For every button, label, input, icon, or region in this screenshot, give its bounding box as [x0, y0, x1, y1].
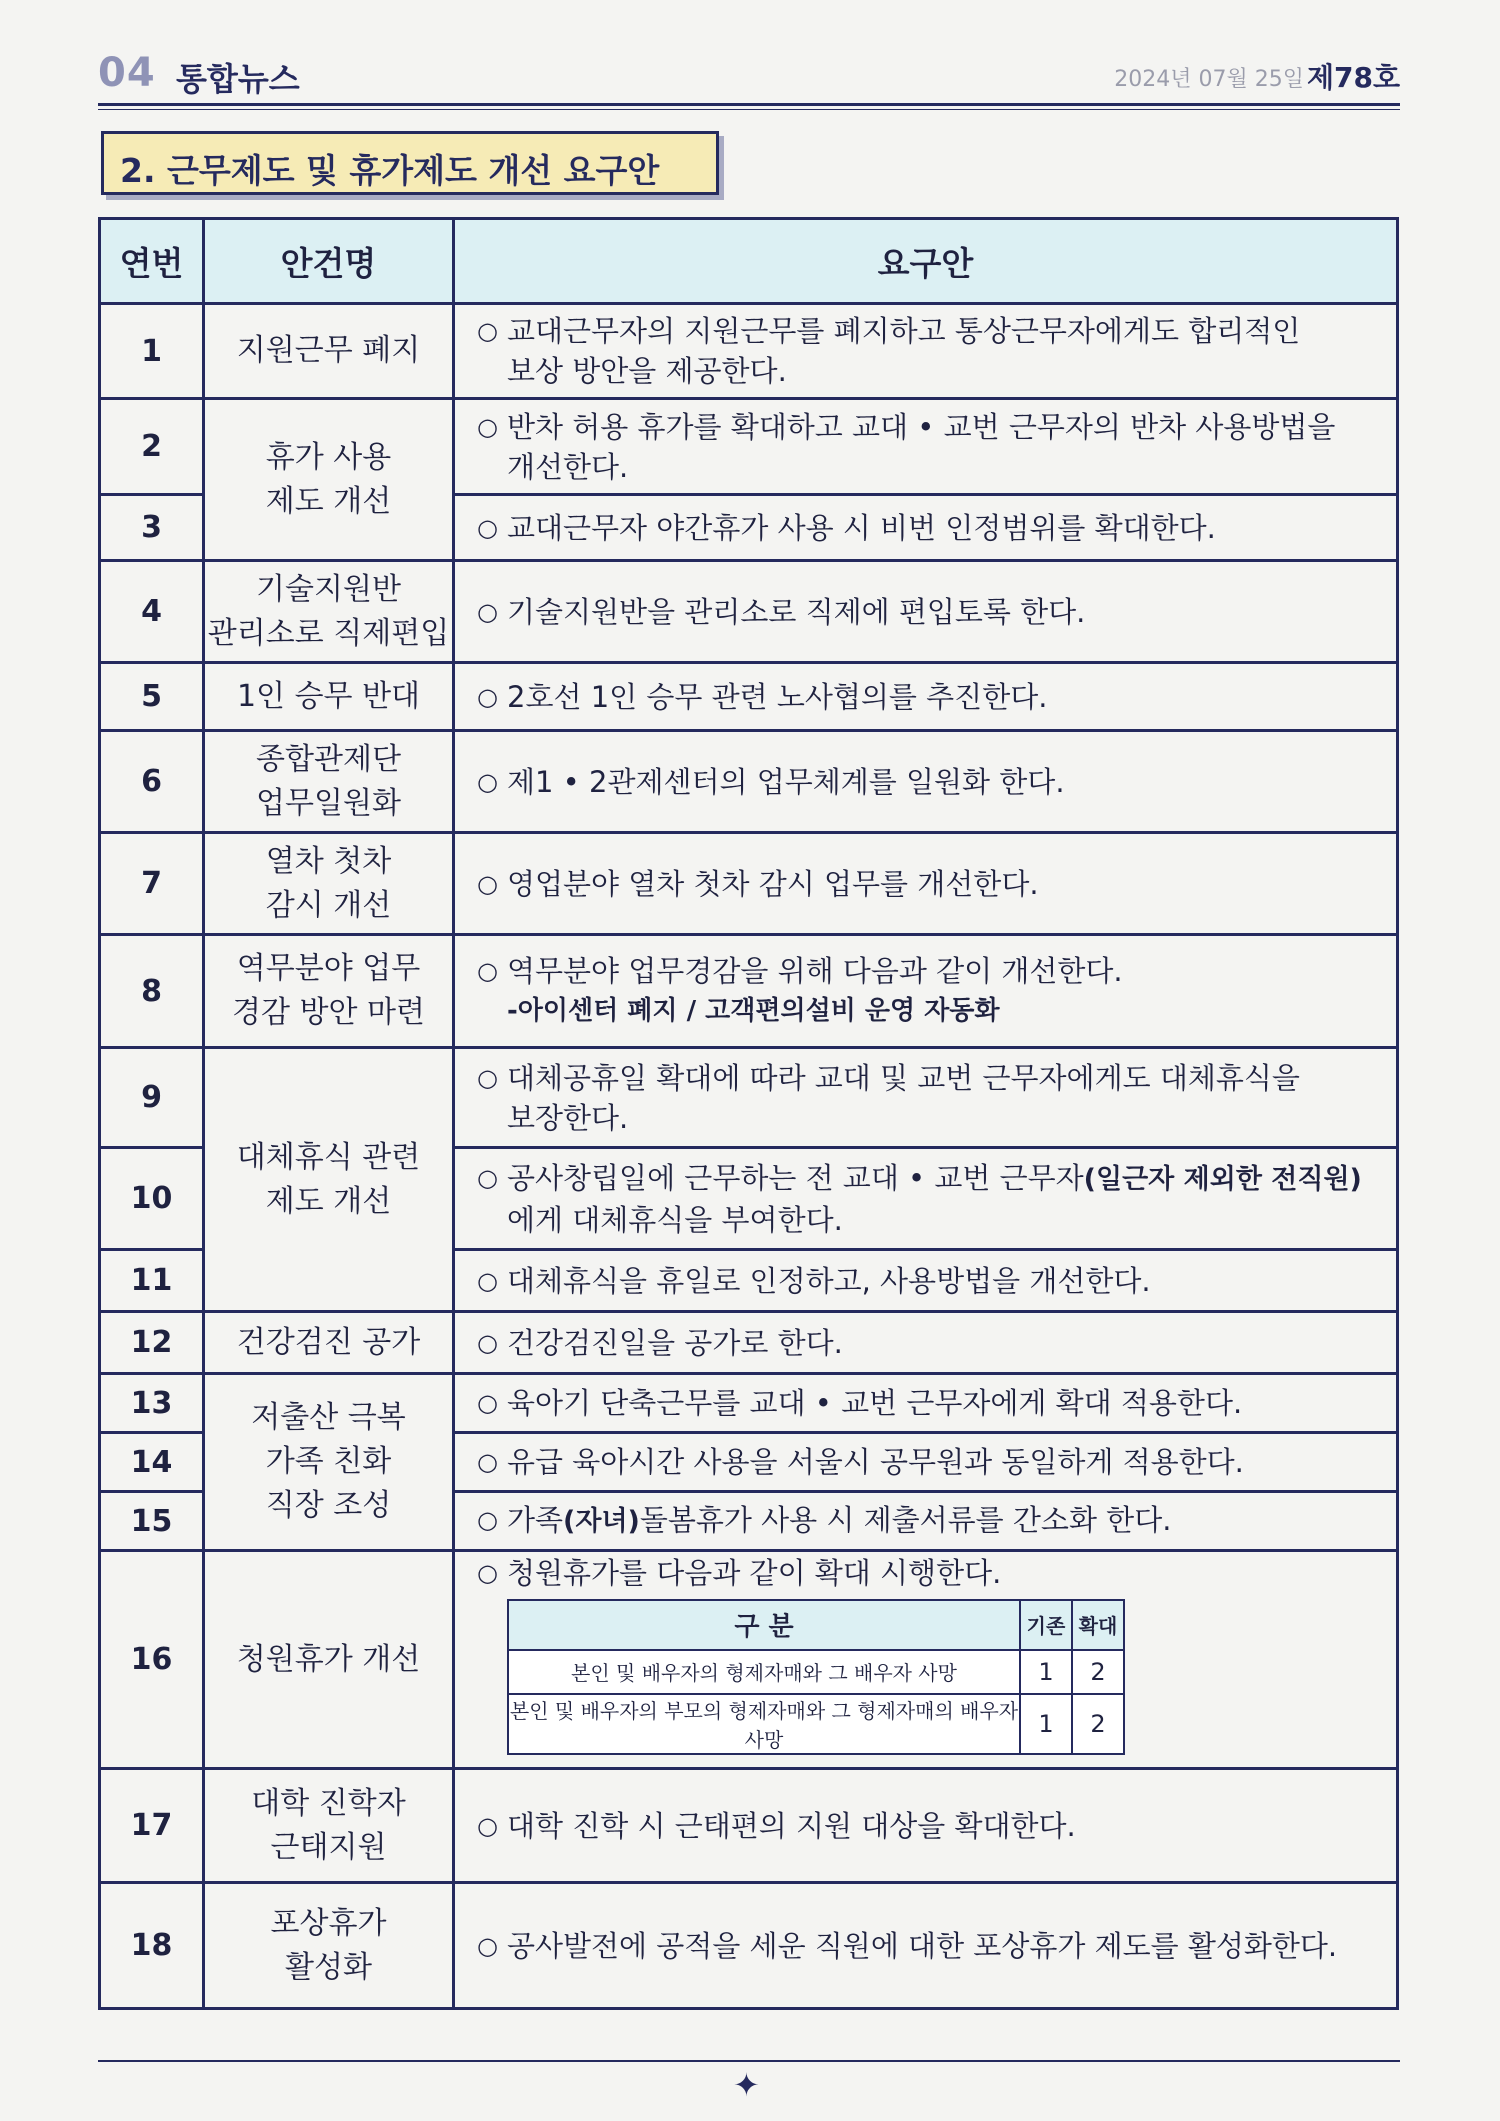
table-row [100, 561, 1398, 663]
row-number: 2 [100, 399, 204, 495]
bullet-icon: ○ [477, 1163, 498, 1192]
page-header [98, 50, 1400, 100]
row-number: 17 [100, 1769, 204, 1883]
bullet-icon: ○ [477, 1328, 498, 1357]
demand-line: 가족 [507, 1503, 564, 1537]
item-name-line: 가족 친화 [265, 1444, 392, 1479]
demand-text [477, 864, 1390, 904]
item-name [204, 833, 454, 935]
header-item: 안건명 [204, 219, 454, 304]
leave-expanded: 2 [1072, 1650, 1124, 1694]
row-number: 18 [100, 1883, 204, 2009]
footer-rule [98, 2060, 1400, 2062]
item-name [204, 1374, 454, 1551]
demand-emphasis: (자녀) [563, 1506, 640, 1537]
item-name [204, 1883, 454, 2009]
demand-cell [454, 935, 1398, 1048]
item-name-line: 제도 개선 [265, 1183, 392, 1219]
table-row [100, 935, 1398, 1048]
demands-table [98, 217, 1399, 2010]
demand-line: 교대근무자의 지원근무를 폐지하고 통상근무자에게도 합리적인 [507, 314, 1301, 348]
row-number: 7 [100, 833, 204, 935]
demand-text [477, 1261, 1390, 1301]
leave-table-header [508, 1600, 1124, 1650]
bullet-icon: ○ [477, 957, 498, 985]
demand-text [477, 951, 1390, 991]
demand-line: 개선한다. [507, 449, 629, 484]
demand-line: 2호선 1인 승무 관련 노사협의를 추진한다. [507, 679, 1048, 714]
demand-line: 보상 방안을 제공한다. [507, 354, 787, 388]
item-name [204, 1312, 454, 1374]
demand-line: 교대근무자 야간휴가 사용 시 비번 인정범위를 확대한다. [507, 510, 1216, 545]
demand-line: 돌봄휴가 사용 시 제출서류를 간소화 한다. [639, 1503, 1172, 1537]
bullet-icon: ○ [477, 682, 498, 711]
item-name [204, 731, 454, 833]
demand-line: 역무분야 업무경감을 위해 다음과 같이 개선한다. [507, 954, 1123, 988]
table-row [100, 304, 1398, 399]
item-name-line: 대학 진학자 [251, 1785, 406, 1821]
demand-cell [454, 1433, 1398, 1492]
item-name [204, 561, 454, 663]
bullet-icon: ○ [477, 597, 498, 626]
bullet-icon: ○ [477, 513, 498, 542]
demand-text [477, 1926, 1390, 1966]
section-name: 통합뉴스 [176, 60, 300, 98]
leave-table-row [508, 1694, 1124, 1754]
demand-cell [454, 495, 1398, 561]
demand-cell [454, 1048, 1398, 1148]
demand-line: 대체공휴일 확대에 따라 교대 및 교번 근무자에게도 대체휴식을 [507, 1060, 1300, 1095]
demand-line: 보장한다. [507, 1100, 629, 1135]
item-name [204, 304, 454, 399]
row-number: 9 [100, 1048, 204, 1148]
demand-line: 유급 육아시간 사용을 서울시 공무원과 동일하게 적용한다. [507, 1445, 1244, 1479]
bullet-icon: ○ [477, 1266, 498, 1295]
table-header-row [100, 219, 1398, 304]
row-number: 8 [100, 935, 204, 1048]
item-name [204, 1048, 454, 1312]
row-number: 5 [100, 663, 204, 731]
table-row [100, 663, 1398, 731]
demand-cell [454, 663, 1398, 731]
item-name-line: 역무분야 업무 [236, 951, 421, 986]
demand-cell [454, 1492, 1398, 1551]
bullet-icon: ○ [477, 317, 498, 345]
leave-expanded: 2 [1072, 1694, 1124, 1754]
demand-subtext: -아이센터 폐지 / 고객편의설비 운영 자동화 [507, 996, 1000, 1026]
table-row [100, 1883, 1398, 2009]
demand-text [477, 1158, 1390, 1240]
demand-text [477, 1058, 1390, 1138]
demand-text [477, 1383, 1390, 1423]
item-name [204, 399, 454, 561]
table-row [100, 1374, 1398, 1433]
item-name-line: 경감 방안 마련 [232, 995, 425, 1030]
demand-cell [454, 1551, 1398, 1769]
item-name-line: 감시 개선 [265, 887, 392, 923]
row-number: 15 [100, 1492, 204, 1551]
demand-cell [454, 399, 1398, 495]
item-name-line: 종합관제단 [256, 741, 401, 777]
row-number: 14 [100, 1433, 204, 1492]
demand-cell [454, 304, 1398, 399]
demand-text [477, 1323, 1390, 1363]
demand-text [477, 1442, 1390, 1482]
section-title: 2. 근무제도 및 휴가제도 개선 요구안 [120, 151, 660, 190]
demand-line: 공사창립일에 근무하는 전 교대 • 교번 근무자 [507, 1160, 1084, 1195]
row-number: 12 [100, 1312, 204, 1374]
table-row [100, 1312, 1398, 1374]
item-name-line: 지원근무 폐지 [236, 333, 421, 368]
bullet-icon: ○ [477, 869, 498, 898]
demand-line: 에게 대체휴식을 부여한다. [507, 1202, 843, 1237]
bullet-icon: ○ [477, 1558, 498, 1587]
demand-text [477, 762, 1390, 802]
bullet-icon: ○ [477, 1389, 498, 1417]
table-row [100, 1769, 1398, 1883]
table-row [100, 399, 1398, 495]
demand-text [477, 407, 1390, 487]
demand-line: 기술지원반을 관리소로 직제에 편입토록 한다. [507, 594, 1086, 629]
table-row [100, 731, 1398, 833]
demand-text [477, 1500, 1390, 1542]
header-rule [98, 103, 1400, 106]
item-name-line: 열차 첫차 [265, 843, 392, 879]
leave-table-row [508, 1650, 1124, 1694]
bullet-icon: ○ [477, 1506, 498, 1534]
demand-text [477, 1553, 1390, 1593]
bullet-icon: ○ [477, 767, 498, 796]
row-number: 1 [100, 304, 204, 399]
demand-cell [454, 731, 1398, 833]
row-number: 16 [100, 1551, 204, 1769]
bullet-icon: ○ [477, 1811, 498, 1840]
demand-line: 육아기 단축근무를 교대 • 교번 근무자에게 확대 적용한다. [507, 1386, 1243, 1420]
item-name-line: 기술지원반 [256, 571, 401, 607]
item-name [204, 663, 454, 731]
row-number: 4 [100, 561, 204, 663]
leave-header-existing: 기존 [1020, 1600, 1072, 1650]
demand-line: 청원휴가를 다음과 같이 확대 시행한다. [507, 1555, 1002, 1590]
section-title-box [101, 131, 719, 195]
row-number: 10 [100, 1148, 204, 1250]
demand-cell [454, 1769, 1398, 1883]
row-number: 3 [100, 495, 204, 561]
bullet-icon: ○ [477, 1063, 498, 1092]
item-name-line: 1인 승무 반대 [236, 678, 421, 714]
item-name-line: 대체휴식 관련 [236, 1139, 421, 1175]
demand-cell [454, 1148, 1398, 1250]
row-number: 6 [100, 731, 204, 833]
demand-cell [454, 1250, 1398, 1312]
demand-text [477, 1806, 1390, 1846]
header-rule-thin [98, 109, 1400, 110]
leave-category: 본인 및 배우자의 부모의 형제자매와 그 형제자매의 배우자 사망 [508, 1694, 1020, 1754]
item-name-line: 직장 조성 [265, 1488, 392, 1523]
item-name [204, 1551, 454, 1769]
row-number: 11 [100, 1250, 204, 1312]
item-name [204, 935, 454, 1048]
item-name [204, 1769, 454, 1883]
item-name-line: 근태지원 [270, 1829, 387, 1865]
demand-line: 공사발전에 공적을 세운 직원에 대한 포상휴가 제도를 활성화한다. [507, 1928, 1338, 1963]
leave-existing: 1 [1020, 1650, 1072, 1694]
header-number: 연번 [100, 219, 204, 304]
demand-text [477, 508, 1390, 548]
star-ornament-icon: ✦ [733, 2066, 760, 2104]
demand-text [477, 311, 1390, 391]
demand-cell [454, 1312, 1398, 1374]
demand-line: 제1 • 2관제센터의 업무체계를 일원화 한다. [507, 764, 1065, 799]
bullet-icon: ○ [477, 1448, 498, 1476]
leave-header-expanded: 확대 [1072, 1600, 1124, 1650]
demand-line: 영업분야 열차 첫차 감시 업무를 개선한다. [507, 866, 1039, 901]
issue-date: 2024년 07월 25일 [1114, 67, 1304, 92]
demand-cell [454, 561, 1398, 663]
item-name-line: 관리소로 직제편입 [207, 615, 450, 651]
table-row [100, 1551, 1398, 1769]
demand-cell [454, 833, 1398, 935]
row-number: 13 [100, 1374, 204, 1433]
item-name-line: 휴가 사용 [265, 439, 392, 475]
leave-existing: 1 [1020, 1694, 1072, 1754]
table-row [100, 833, 1398, 935]
item-name-line: 업무일원화 [256, 785, 401, 821]
page-number: 04 [98, 50, 156, 96]
item-name-line: 저출산 극복 [251, 1400, 406, 1435]
header-demand: 요구안 [454, 219, 1398, 304]
bullet-icon: ○ [477, 1931, 498, 1960]
item-name-line: 제도 개선 [265, 483, 392, 519]
item-name-line: 활성화 [285, 1949, 372, 1985]
issue-number: 제78호 [1306, 61, 1400, 94]
demand-line: 건강검진일을 공가로 한다. [507, 1325, 843, 1360]
demand-cell [454, 1883, 1398, 2009]
bullet-icon: ○ [477, 412, 498, 441]
demand-line: 대학 진학 시 근태편의 지원 대상을 확대한다. [507, 1808, 1076, 1843]
demand-line: 반차 허용 휴가를 확대하고 교대 • 교번 근무자의 반차 사용방법을 [507, 409, 1336, 444]
item-name-line: 건강검진 공가 [236, 1324, 421, 1360]
leave-category: 본인 및 배우자의 형제자매와 그 배우자 사망 [508, 1650, 1020, 1694]
demand-text [477, 677, 1390, 717]
leave-header-category: 구 분 [508, 1600, 1020, 1650]
item-name-line: 포상휴가 [270, 1905, 387, 1941]
demand-cell [454, 1374, 1398, 1433]
demand-line: 대체휴식을 휴일로 인정하고, 사용방법을 개선한다. [507, 1263, 1151, 1298]
demand-text [477, 592, 1390, 632]
item-name-line: 청원휴가 개선 [236, 1641, 421, 1677]
leave-table [507, 1599, 1125, 1755]
table-row [100, 1048, 1398, 1148]
demand-emphasis: (일근자 제외한 전직원) [1083, 1163, 1362, 1195]
